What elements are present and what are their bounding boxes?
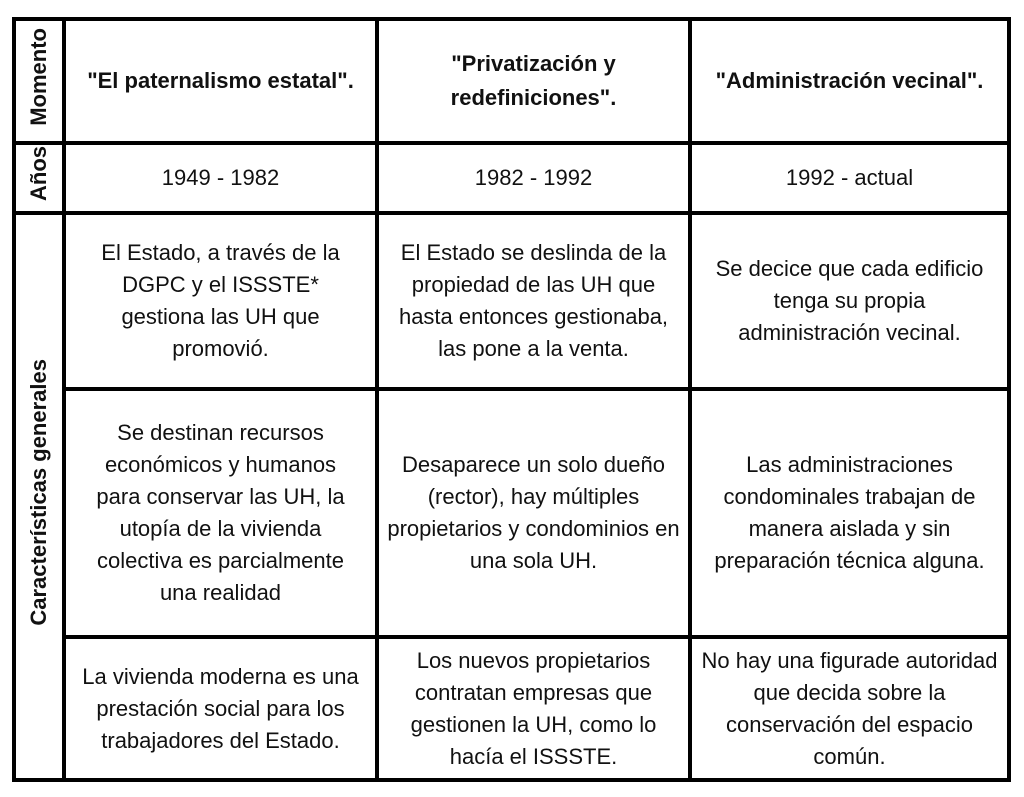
anios-1-text: 1949 - 1982 [161, 165, 280, 190]
row-caracteristicas-2 [14, 389, 1009, 637]
momento-3 [690, 19, 1009, 143]
row-label-momento: Momento [26, 27, 51, 126]
caract-2-3-text: Las administraciones condominales trabajan de manera aislada y sin preparación técnica alguna. [714, 452, 985, 573]
caract-1-1 [64, 213, 377, 389]
momento-2 [377, 19, 690, 143]
caract-2-1 [64, 389, 377, 637]
anios-3-text: 1992 - actual [785, 165, 914, 190]
row-label-anios: Años [26, 146, 51, 201]
momento-2-text: "Privatización y redefiniciones". [450, 51, 617, 110]
caract-1-3-text: Se decice que cada edificio tenga su propia administración vecinal. [715, 256, 984, 345]
anios-2-text: 1982 - 1992 [474, 165, 593, 190]
momento-1 [64, 19, 377, 143]
comparison-table [12, 17, 1011, 782]
caract-3-3-text: No hay una figurade autoridad que decida sobre la conservación del espacio común. [701, 647, 998, 769]
caract-3-1-text: La vivienda moderna es una prestación social para los trabajadores del Estado. [82, 663, 359, 753]
anios-2 [377, 143, 690, 213]
row-caracteristicas-1 [14, 213, 1009, 389]
caract-2-3 [690, 389, 1009, 637]
row-label-caracteristicas: Características generales [26, 358, 51, 626]
caract-3-2-text: Los nuevos propietarios contratan empresas que gestionen la UH, como lo hacía el ISSSTE. [410, 647, 657, 769]
caract-1-1-text: El Estado, a través de la DGPC y el ISSSTE* gestiona las UH que promovió. [101, 240, 340, 361]
caract-3-2 [377, 637, 690, 780]
caract-2-1-text: Se destinan recursos económicos y humanos para conservar las UH, la utopía de la vivienda colectiva es parcialmente una realidad [96, 420, 345, 605]
row-label-caracteristicas-cell [14, 213, 64, 780]
row-label-momento-cell [14, 19, 64, 143]
caract-3-1 [64, 637, 377, 780]
caract-2-2-text: Desaparece un solo dueño (rector), hay múltiples propietarios y condominios en una sola UH. [387, 452, 680, 573]
row-anios [14, 143, 1009, 213]
anios-3 [690, 143, 1009, 213]
row-label-anios-cell [14, 143, 64, 213]
row-momento [14, 19, 1009, 143]
momento-1-text: "El paternalismo estatal". [87, 68, 354, 93]
row-caracteristicas-3 [14, 637, 1009, 780]
caract-1-3 [690, 213, 1009, 389]
caract-1-2-text: El Estado se deslinda de la propiedad de las UH que hasta entonces gestionaba, las pone a la venta. [398, 240, 669, 361]
momento-3-text: "Administración vecinal". [715, 68, 984, 93]
anios-1 [64, 143, 377, 213]
caract-2-2 [377, 389, 690, 637]
caract-3-3 [690, 637, 1009, 780]
caract-1-2 [377, 213, 690, 389]
